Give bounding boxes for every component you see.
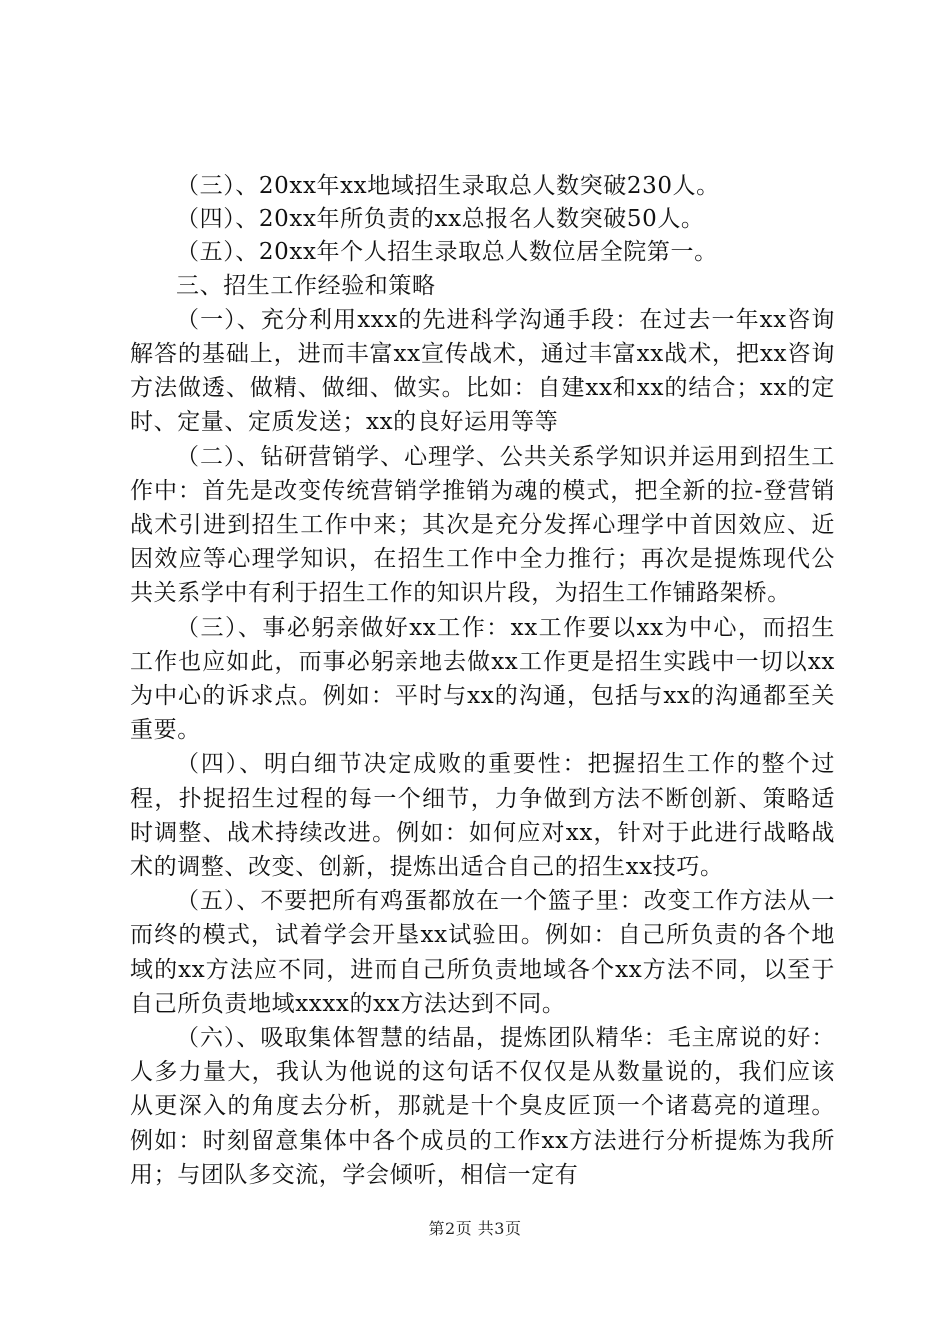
document-body — [130, 170, 835, 1192]
strategy-paragraph-1: （一）、充分利用xxx的先进科学沟通手段：在过去一年xx咨询解答的基础上，进而丰富xx宣传战术，通过丰富xx战术，把xx咨询方法做透、做精、做细、做实。比如：自建xx和xx的结合；xx的定时、定量、定质发送；xx的良好运用等等 — [130, 306, 835, 436]
achievement-line-3: （三）、20xx年xx地域招生录取总人数突破230人。 — [176, 173, 720, 199]
section-heading: 三、招生工作经验和策略 — [176, 272, 436, 299]
strategy-paragraph-3: （三）、事必躬亲做好xx工作：xx工作要以xx为中心，而招生工作也应如此，而事必躬亲地去做xx工作更是招生实践中一切以xx为中心的诉求点。例如：平时与xx的沟通，包括与xx的沟通都至关重要。 — [130, 614, 835, 744]
strategy-paragraph-5: （五）、不要把所有鸡蛋都放在一个篮子里：改变工作方法从一而终的模式，试着学会开垦xx试验田。例如：自己所负责的各个地域的xx方法应不同，进而自己所负责地域各个xx方法不同，以至于自己所负责地域xxxx的xx方法达到不同。 — [130, 888, 835, 1017]
strategy-paragraph-6: （六）、吸取集体智慧的结晶，提炼团队精华：毛主席说的好：人多力量大，我认为他说的这句话不仅仅是从数量说的，我们应该从更深入的角度去分析，那就是十个臭皮匠顶一个诸葛亮的道理。例如：时刻留意集体中各个成员的工作xx方法进行分析提炼为我所用；与团队多交流，学会倾听，相信一定有 — [130, 1025, 835, 1188]
achievement-line-4: （四）、20xx年所负责的xx总报名人数突破50人。 — [176, 206, 705, 233]
strategy-paragraph-4: （四）、明白细节决定成败的重要性：把握招生工作的整个过程，扑捉招生过程的每一个细节，力争做到方法不断创新、策略适时调整、战术持续改进。例如：如何应对xx，针对于此进行战略战术的调整、改变、创新，提炼出适合自己的招生xx技巧。 — [130, 751, 835, 880]
page-number-footer: 第2页 共3页 — [428, 1219, 522, 1238]
strategy-paragraph-2: （二）、钻研营销学、心理学、公共关系学知识并运用到招生工作中：首先是改变传统营销学推销为魂的模式，把全新的拉-登营销战术引进到招生工作中来；其次是充分发挥心理学中首因效应、近因效应等心理学知识，在招生工作中全力推行；再次是提炼现代公共关系学中有利于招生工作的知识片段，为招生工作铺路架桥。 — [130, 443, 835, 607]
achievement-line-5: （五）、20xx年个人招生录取总人数位居全院第一。 — [176, 239, 718, 266]
